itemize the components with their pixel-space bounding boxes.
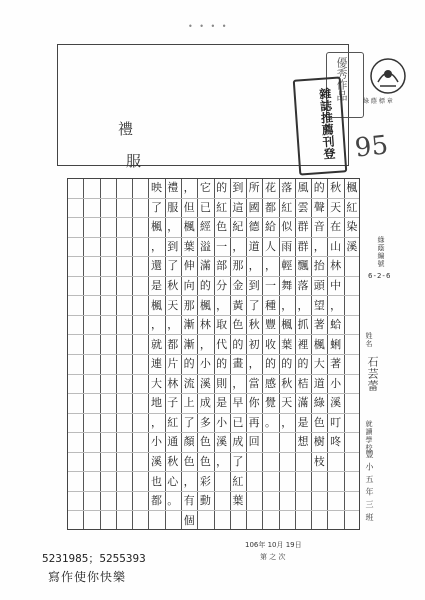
grid-cell: 了: [183, 415, 195, 429]
grid-cell: 畫: [232, 357, 244, 371]
grid-cell: 是: [297, 415, 309, 429]
grid-cell: 綠: [313, 396, 325, 410]
grid-cell: 經: [199, 220, 211, 234]
grid-cell: [279, 510, 295, 530]
writing-grid: [67, 178, 360, 530]
grid-cell: 收: [264, 337, 276, 351]
grid-cell: 色: [313, 415, 325, 429]
grid-cell: 染: [346, 220, 358, 234]
grid-cell: 。: [264, 415, 276, 429]
grid-cell: 滿: [297, 396, 309, 410]
grid-cell: 落: [297, 279, 309, 293]
grid-cell: 聲: [313, 200, 325, 214]
grid-cell: 抬: [313, 259, 325, 273]
grid-cell: [344, 452, 360, 472]
grid-cell: 到: [167, 239, 179, 253]
grid-cell: 的: [232, 337, 244, 351]
grid-cell: 秋: [167, 279, 179, 293]
grid-cell: ，: [330, 298, 342, 312]
grid-cell: 則: [216, 376, 228, 390]
grid-cell: [295, 491, 311, 511]
grid-cell: [262, 432, 278, 452]
grid-cell: 飄: [297, 259, 309, 273]
comment-line-2: 服: [126, 152, 142, 170]
date-line: 106年 10月 19日: [245, 541, 302, 549]
grid-cell: ，: [216, 455, 228, 469]
grid-cell: 多: [199, 415, 211, 429]
grid-cell: 紅: [346, 200, 358, 214]
grid-cell: [295, 471, 311, 491]
grid-cell: 當: [248, 376, 260, 390]
grid-cell: 的: [199, 279, 211, 293]
grid-cell: [311, 471, 327, 491]
grid-cell: 山: [330, 239, 342, 253]
grid-cell: [165, 510, 181, 530]
grid-cell: 是: [216, 396, 228, 410]
grid-cell: 分: [216, 279, 228, 293]
grid-cell: 早: [232, 396, 244, 410]
grid-cell: 彩: [199, 474, 211, 488]
grid-cell: 了: [248, 298, 260, 312]
grid-cell: ，: [216, 298, 228, 312]
grid-cell: 溪: [346, 239, 358, 253]
grid-cell: 桔: [297, 376, 309, 390]
grid-cell: ，: [232, 376, 244, 390]
grid-cell: 楓: [281, 318, 293, 332]
grid-cell: 風: [297, 181, 309, 195]
grid-cell: 地: [151, 396, 162, 410]
grid-cell: ，: [281, 415, 293, 429]
grid-cell: [311, 491, 327, 511]
grid-cell: 流: [183, 376, 195, 390]
grid-cell: 著: [330, 357, 342, 371]
grid-cell: 那: [183, 298, 195, 312]
grid-cell: 頭: [313, 279, 325, 293]
grid-cell: 色: [183, 455, 195, 469]
grid-cell: ，: [167, 220, 179, 234]
grid-cell: [246, 491, 262, 511]
grid-cell: 落: [281, 181, 293, 195]
grid-cell: 葉: [232, 494, 244, 508]
grid-cell: 小: [151, 435, 162, 449]
grid-cell: 它: [199, 181, 211, 195]
grid-cell: 映: [151, 181, 162, 195]
grid-cell: 秋: [281, 376, 293, 390]
grid-cell: 部: [216, 259, 228, 273]
grid-cell: 色: [216, 220, 228, 234]
score-mark: 95: [353, 130, 390, 164]
grid-cell: [344, 510, 360, 530]
grid-cell: [295, 452, 311, 472]
grid-cell: 樹: [313, 435, 325, 449]
grid-cell: 想: [297, 435, 309, 449]
grid-cell: [214, 471, 230, 491]
grid-cell: 的: [216, 181, 228, 195]
grid-cell: 蛤: [330, 318, 342, 332]
grid-cell: 漸: [183, 318, 195, 332]
grid-cell: [327, 510, 343, 530]
grid-cell: ，: [151, 318, 162, 332]
grid-cell: ，: [248, 357, 260, 371]
grid-cell: 片: [167, 357, 179, 371]
grid-cell: 似: [281, 220, 293, 234]
grid-cell: 已: [232, 415, 244, 429]
grid-cell: [279, 471, 295, 491]
grid-cell: 。: [167, 494, 179, 508]
top-dots: • • • •: [188, 22, 229, 31]
grid-cell: 種: [264, 298, 276, 312]
grid-cell: 著: [313, 318, 325, 332]
grid-cell: 也: [151, 474, 162, 488]
grid-cell: 舞: [281, 279, 293, 293]
grid-cell: 通: [167, 435, 179, 449]
grid-cell: 抓: [297, 318, 309, 332]
grid-cell: 紅: [281, 200, 293, 214]
grid-cell: 的: [313, 181, 325, 195]
grid-cell: 德: [248, 220, 260, 234]
grid-cell: [344, 491, 360, 511]
grid-cell: 了: [232, 455, 244, 469]
grid-cell: ，: [248, 259, 260, 273]
grid-cell: 溪: [151, 455, 162, 469]
grid-cell: [344, 393, 360, 413]
grid-cell: 漸: [183, 337, 195, 351]
grid-cell: 子: [167, 396, 179, 410]
grid-cell: 大: [151, 376, 162, 390]
grid-cell: 連: [151, 357, 162, 371]
grid-cell: 楓: [313, 337, 325, 351]
grid-cell: 秋: [248, 318, 260, 332]
grid-cell: 天: [281, 396, 293, 410]
grid-cell: [262, 471, 278, 491]
grid-cell: 顏: [183, 435, 195, 449]
grid-cell: [311, 510, 327, 530]
grid-cell: 裡: [297, 337, 309, 351]
grid-cell: 色: [199, 455, 211, 469]
grid-cell: [262, 452, 278, 472]
grid-cell: 心: [167, 474, 179, 488]
grid-cell: [214, 510, 230, 530]
grid-cell: 到: [232, 181, 244, 195]
grid-cell: 楓: [346, 181, 358, 195]
grade-value: 豐 小 五 年 三 班: [365, 450, 374, 522]
grid-cell: 叮: [330, 415, 342, 429]
grid-cell: 上: [183, 396, 195, 410]
grid-cell: 向: [183, 279, 195, 293]
ref-label: 綠蔭編號: [377, 236, 385, 268]
grid-cell: 回: [248, 435, 260, 449]
grid-cell: 感: [264, 376, 276, 390]
grid-cell: 還: [151, 259, 162, 273]
grid-cell: 這: [232, 200, 244, 214]
grid-cell: 一: [216, 239, 228, 253]
grid-cell: 動: [199, 494, 211, 508]
grid-cell: 溪: [330, 396, 342, 410]
school-label: 就讀學校: [365, 420, 373, 452]
grid-cell: ，: [151, 415, 162, 429]
grid-cell: 花: [264, 181, 276, 195]
grid-cell: ，: [151, 239, 162, 253]
grid-cell: ，: [183, 181, 195, 195]
grid-cell: 的: [216, 357, 228, 371]
grid-cell: [262, 510, 278, 530]
grid-cell: ，: [297, 298, 309, 312]
grid-cell: 雨: [281, 239, 293, 253]
grid-cell: [279, 452, 295, 472]
grid-cell: 成: [232, 435, 244, 449]
grid-cell: 道: [248, 239, 260, 253]
grid-cell: 咚: [330, 435, 342, 449]
grid-cell: 小: [330, 376, 342, 390]
grid-cell: 天: [167, 298, 179, 312]
grid-cell: ，: [199, 337, 211, 351]
grid-cell: 金: [232, 279, 244, 293]
grid-cell: 色: [232, 318, 244, 332]
grid-cell: 就: [151, 337, 162, 351]
grid-cell: 紅: [232, 474, 244, 488]
grid-cell: [327, 491, 343, 511]
name-label: 姓名: [365, 332, 373, 348]
grid-cell: 了: [151, 200, 162, 214]
grid-cell: 葉: [183, 239, 195, 253]
grid-cell: ，: [183, 474, 195, 488]
grid-cell: 代: [216, 337, 228, 351]
grid-cell: 國: [248, 200, 260, 214]
grid-cell: 都: [167, 337, 179, 351]
grid-cell: 楓: [199, 298, 211, 312]
phone-numbers: 5231985；5255393: [42, 552, 146, 565]
comment-line-1: 禮: [118, 120, 134, 138]
grid-cell: 溢: [199, 239, 211, 253]
grid-cell: [262, 491, 278, 511]
grid-cell: 個: [183, 513, 195, 527]
grid-cell: 黃: [232, 298, 244, 312]
grid-cell: 了: [167, 259, 179, 273]
grid-cell: ，: [313, 239, 325, 253]
grid-cell: [214, 491, 230, 511]
grid-cell: 已: [199, 200, 211, 214]
grid-cell: 在: [330, 220, 342, 234]
grid-cell: 都: [151, 494, 162, 508]
grid-cell: 滿: [199, 259, 211, 273]
grid-cell: 枝: [313, 455, 325, 469]
grid-cell: 那: [232, 259, 244, 273]
grid-cell: 紅: [167, 415, 179, 429]
grid-cell: 楓: [183, 220, 195, 234]
grid-cell: 群: [297, 239, 309, 253]
grid-cell: 小: [199, 357, 211, 371]
grid-cell: 群: [297, 220, 309, 234]
grid-cell: [246, 510, 262, 530]
grid-cell: [344, 413, 360, 433]
grid-cell: 再: [248, 415, 260, 429]
grid-cell: [230, 510, 246, 530]
grid-cell: 人: [264, 239, 276, 253]
logo-caption: 綠 蔭 標 章: [363, 98, 393, 105]
grid-cell: [344, 471, 360, 491]
grid-cell: 秋: [167, 455, 179, 469]
grid-cell: [279, 432, 295, 452]
grid-cell: [327, 452, 343, 472]
grid-cell: 紅: [216, 200, 228, 214]
grid-cell: [197, 510, 213, 530]
grid-cell: 林: [167, 376, 179, 390]
grid-cell: 的: [281, 357, 293, 371]
grid-cell: [344, 432, 360, 452]
magazine-recommend-text: 雜誌推薦刊登: [317, 87, 337, 160]
grid-cell: 給: [264, 220, 276, 234]
excellent-stamp-text: 優秀作品: [335, 57, 348, 101]
grid-cell: 到: [248, 279, 260, 293]
grid-cell: 成: [199, 396, 211, 410]
grid-cell: 服: [167, 200, 179, 214]
grid-cell: ，: [264, 259, 276, 273]
green-shade-logo-icon: [368, 56, 408, 96]
grid-cell: 色: [199, 435, 211, 449]
grid-cell: [295, 510, 311, 530]
grid-cell: [344, 334, 360, 354]
grid-cell: 溪: [199, 376, 211, 390]
grid-cell: [344, 315, 360, 335]
grid-cell: 但: [183, 200, 195, 214]
grid-cell: 初: [248, 337, 260, 351]
grid-cell: ，: [167, 318, 179, 332]
grid-cell: 道: [313, 376, 325, 390]
grid-cell: 所: [248, 181, 260, 195]
grid-cell: 你: [248, 396, 260, 410]
grid-cell: 取: [216, 318, 228, 332]
grid-cell: 葉: [281, 337, 293, 351]
grid-cell: 天: [330, 200, 342, 214]
grid-cell: ，: [281, 298, 293, 312]
slogan: 寫作使你快樂: [48, 570, 127, 584]
grid-cell: ，: [232, 239, 244, 253]
magazine-recommend-stamp: [293, 76, 348, 175]
grid-cell: 有: [183, 494, 195, 508]
grid-cell: [246, 452, 262, 472]
grid-cell: 雲: [297, 200, 309, 214]
grid-cell: 都: [264, 200, 276, 214]
grid-cell: 蜊: [330, 337, 342, 351]
page-line: 第 之 次: [260, 553, 286, 561]
grid-cell: 大: [313, 357, 325, 371]
grid-cell: [344, 276, 360, 296]
grid-cell: 紀: [232, 220, 244, 234]
grid-cell: [344, 374, 360, 394]
grid-cell: [344, 295, 360, 315]
grid-cell: 林: [199, 318, 211, 332]
grid-cell: 小: [216, 415, 228, 429]
grid-cell: 音: [313, 220, 325, 234]
grid-cell: 秋: [330, 181, 342, 195]
grid-cell: [344, 354, 360, 374]
grid-cell: 伸: [183, 259, 195, 273]
grid-cell: 林: [330, 259, 342, 273]
grid-cell: 是: [151, 279, 162, 293]
grid-cell: 的: [297, 357, 309, 371]
grid-cell: 望: [313, 298, 325, 312]
grid-cell: 輕: [281, 259, 293, 273]
grid-cell: [246, 471, 262, 491]
grid-cell: 的: [264, 357, 276, 371]
grid-cell: [344, 256, 360, 276]
grid-cell: 楓: [151, 220, 162, 234]
grid-cell: [148, 510, 164, 530]
grid-cell: 溪: [216, 435, 228, 449]
grid-cell: [279, 491, 295, 511]
grid-cell: 中: [330, 279, 342, 293]
grid-cell: [327, 471, 343, 491]
grid-cell: 一: [264, 279, 276, 293]
ref-value: 6-2-6: [368, 272, 392, 280]
name-value: 石芸蕾: [366, 356, 379, 392]
grid-cell: 的: [183, 357, 195, 371]
grid-cell: 覺: [264, 396, 276, 410]
grid-cell: 豐: [264, 318, 276, 332]
grid-cell: 禮: [167, 181, 179, 195]
grid-cell: 楓: [151, 298, 162, 312]
